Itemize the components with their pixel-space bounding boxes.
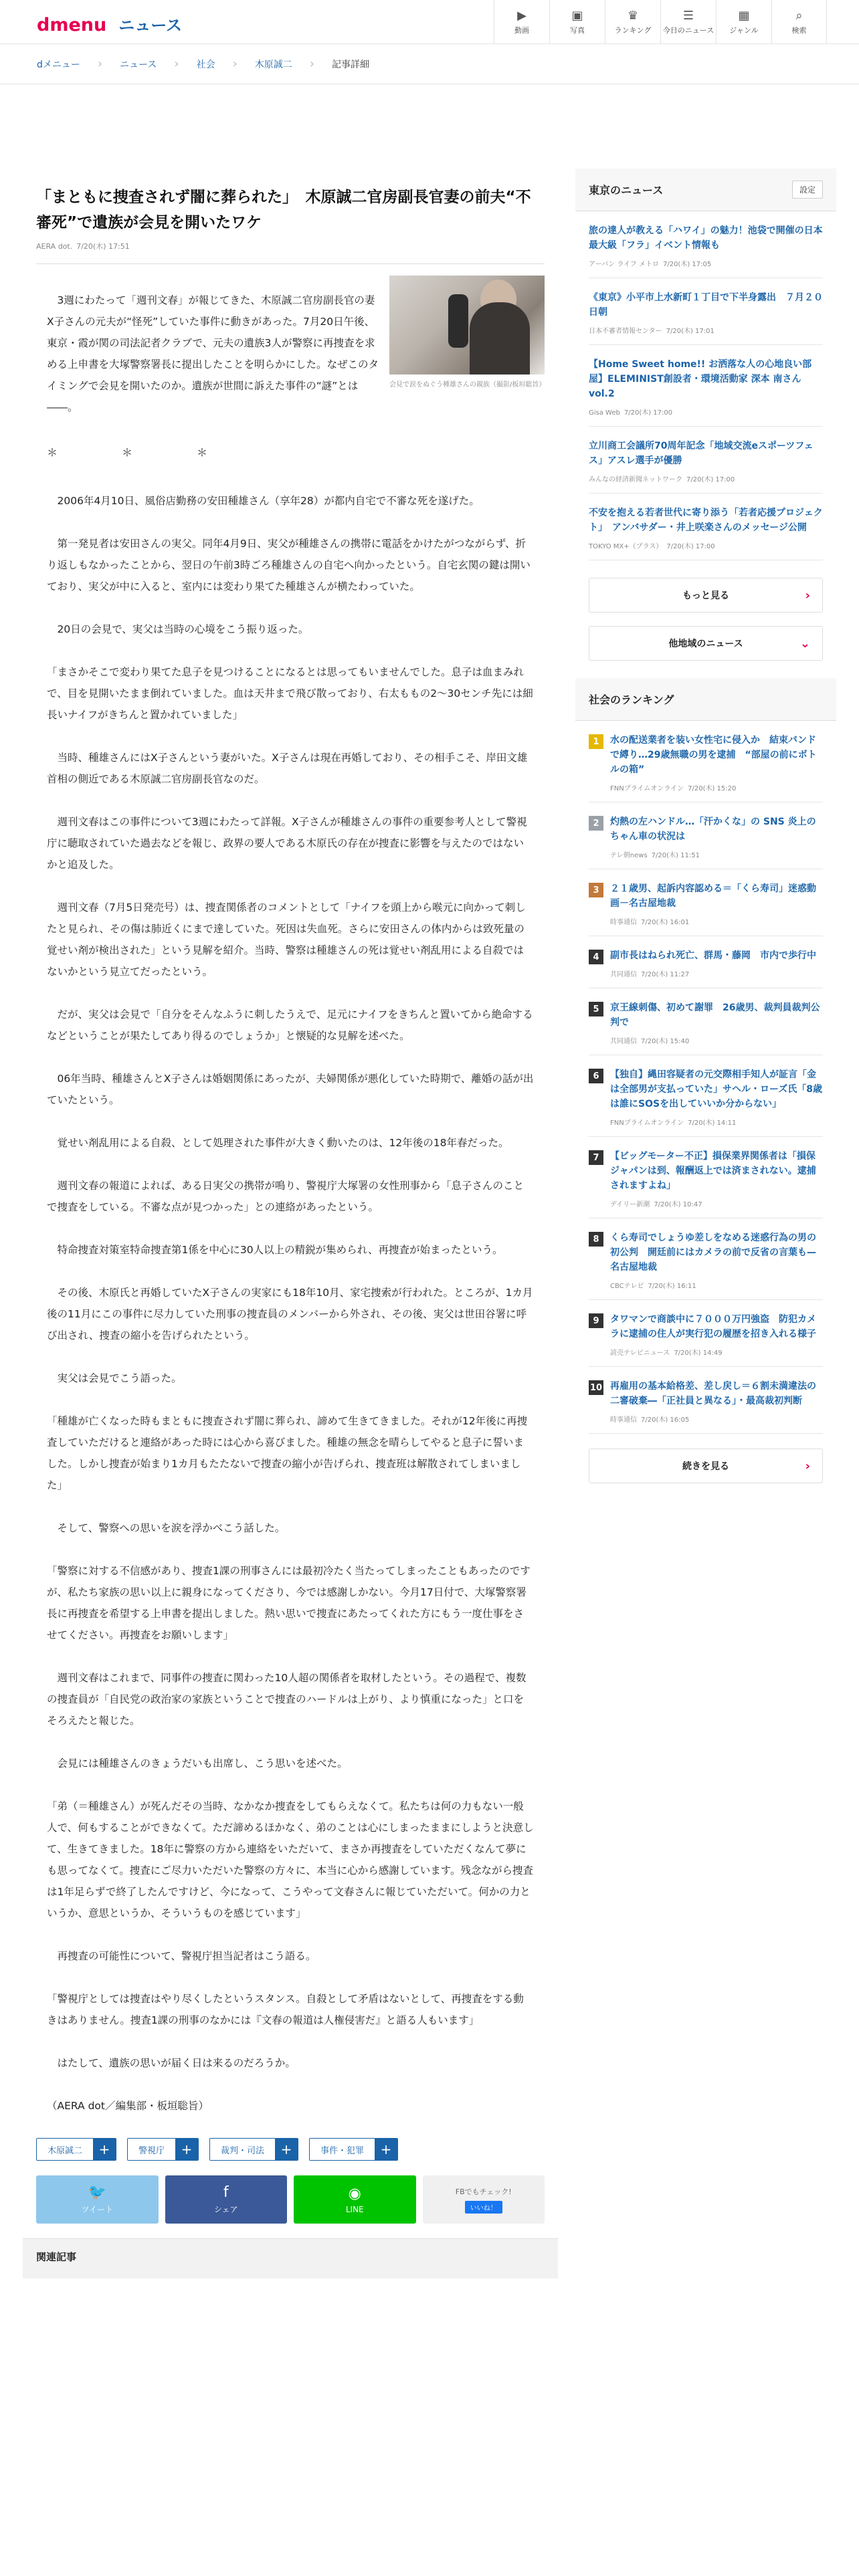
ranking-body xyxy=(610,1149,823,1208)
news-date: 7/20(木) 17:01 xyxy=(666,328,714,335)
article-paragraph: 再捜査の可能性について、警視庁担当記者はこう語る。 xyxy=(47,1950,316,1962)
news-title[interactable]: 旅の達人が教える「ハワイ」の魅力！池袋で開催の日本最大級「フラ」イベント情報も xyxy=(589,225,823,251)
article-date: 7/20(木) 17:51 xyxy=(76,242,130,251)
ranking-source-name: FNNプライムオンライン xyxy=(610,1119,684,1127)
article-paragraph: 第一発見者は安田さんの実父。同年4月9日、実父が種雄さんの携帯に電話をかけたがつながらず、折り返しもなかったことから、翌日の午前3時ごろ種雄さんの自宅へ向かったという。自宅玄関の鍵は開いており、実父が中に入ると、室内には変わり果てた種雄さんが横たわっていた。 xyxy=(47,538,531,593)
line-share-button[interactable]: ◉ LINE xyxy=(294,2175,416,2224)
plus-icon[interactable]: + xyxy=(275,2139,298,2160)
ranking-source xyxy=(610,916,823,926)
ranking-body xyxy=(610,1312,823,1357)
tokyo-news-title: 東京のニュース xyxy=(589,184,664,197)
ranking-source-name: 時事通信 xyxy=(610,919,637,926)
ranking-source xyxy=(610,1198,823,1208)
other-region-button[interactable]: 他地域のニュース ⌄ xyxy=(589,626,823,661)
tokyo-news-list xyxy=(575,211,836,560)
article-paragraph: 「弟（＝種雄さん）が死んだその当時、なかなか捜査をしてもらえなくて。私たちは何の力もない一般人で、何もすることができなくて。ただ諦めるほかなく、弟のことは心にしまったままにしようと決意して、生きてきました。18年に警察の方から連絡をいただいて、まさか再捜査をしていただくなんて夢にも思ってなくて。捜査にご尽力いただいた警察の方々に、本当に心から感謝しています。残念ながら捜査は1年足らずで終了したんですけど、今になって、こうやって文春さんに報じていただいて。何かの力というか、意思というか、そういうものを感じています」 xyxy=(47,1800,534,1919)
article-photo[interactable] xyxy=(389,276,545,391)
nav-label: 写真 xyxy=(570,26,585,35)
article-paragraph: 「まさかそこで変わり果てた息子を見つけることになるとは思ってもいませんでした。息子は血まみれで、目を見開いたまま倒れていました。血は天井まで飛び散っており、右太ももの2～30センチ先には細長いナイフがきちんと置かれていました」 xyxy=(47,666,533,721)
rank-badge: 10 xyxy=(589,1380,603,1395)
tag-label[interactable]: 事件・犯罪 xyxy=(310,2139,375,2160)
breadcrumb-item[interactable]: dメニュー xyxy=(37,59,80,70)
article-paragraph: 当時、種雄さんにはX子さんという妻がいた。X子さんは現在再婚しており、その相手こそ、岸田文雄首相の側近である木原誠二官房副長官なのだ。 xyxy=(47,752,528,785)
article-paragraph: そして、警察への思いを涙を浮かべこう話した。 xyxy=(47,1522,286,1534)
news-item[interactable] xyxy=(589,345,823,427)
fb-like-button[interactable]: いいね！ xyxy=(465,2201,502,2214)
news-date: 7/20(木) 17:05 xyxy=(662,261,712,268)
chevron-right-icon: › xyxy=(232,57,237,71)
chevron-right-icon: › xyxy=(174,57,179,71)
nav-label: ランキング xyxy=(614,26,652,35)
nav-label: 今日のニュース xyxy=(662,26,714,35)
breadcrumb-item[interactable]: 社会 xyxy=(196,59,215,70)
nav-photo[interactable] xyxy=(549,0,605,44)
article-paragraph: 20日の会見で、実父は当時の心境をこう振り返った。 xyxy=(47,623,309,635)
chevron-right-icon: › xyxy=(805,588,810,603)
news-item[interactable] xyxy=(589,278,823,345)
article-title: 「まともに捜査されず闇に葬られた」 木原誠二官房副長官妻の前夫“不審死”で遺族が会見を開いたワケ xyxy=(36,189,531,231)
ranking-date: 7/20(木) 16:01 xyxy=(641,919,690,926)
rank-badge: 1 xyxy=(589,734,603,749)
news-source xyxy=(589,325,823,335)
article-lead: 3週にわたって「週刊文春」が報じてきた、木原誠二官房副長官の妻X子さんの元夫が“怪死”していた事件に動きがあった。7月20日午後、東京・霞が関の司法記者クラブで、元夫の遺族3人が警察に再捜査を求める上申書を大塚警察署長に提出したことを明らかにした。なぜこのタイミングで会見を開いたのか。遺族が世間に訴えた事件の“謎”とは――。 xyxy=(47,294,379,413)
rank-badge: 8 xyxy=(589,1232,603,1247)
news-date: 7/20(木) 17:00 xyxy=(624,409,673,417)
article-meta xyxy=(36,241,545,251)
photo-icon: ▣ xyxy=(571,9,583,23)
news-source-name: TOKYO MX+（プラス） xyxy=(589,543,663,550)
chevron-right-icon: › xyxy=(309,57,315,71)
rank-badge: 5 xyxy=(589,1002,603,1016)
ranking-source xyxy=(610,1117,823,1127)
ranking-date: 7/20(木) 11:51 xyxy=(651,852,700,859)
site-header xyxy=(0,0,859,44)
news-date: 7/20(木) 17:00 xyxy=(686,476,735,484)
ranking-source-name: 共同通信 xyxy=(610,971,637,978)
article-paragraph: 週刊文春はこの事件について3週にわたって詳報。X子さんが種雄さんの事件の重要参考人として警視庁に聴取されていた過去などを報じ、政界の要人である木原氏の存在が捜査に影響を与えたのではないかと追及した。 xyxy=(47,816,527,871)
continue-button[interactable]: 続きを見る › xyxy=(589,1448,823,1483)
ranking-body xyxy=(610,948,816,978)
ranking-title[interactable]: くら寿司でしょうゆ差しをなめる迷惑行為の男の初公判 開廷前にはカメラの前で反省の言葉も—名古屋地裁 xyxy=(610,1232,816,1273)
microphone-icon xyxy=(448,294,468,348)
breadcrumb xyxy=(0,44,859,84)
ranking-date: 7/20(木) 15:20 xyxy=(688,785,737,792)
video-icon: ▶ xyxy=(517,9,527,23)
tweet-button[interactable]: 🐦 ツイート xyxy=(36,2175,159,2224)
article-column xyxy=(23,169,558,2278)
dmenu-logo[interactable] xyxy=(37,12,182,35)
news-source xyxy=(589,540,823,550)
article-paragraph: 「警視庁としては捜査はやり尽くしたというスタンス。自殺として矛盾はないとして、再捜査をする動きはありません。捜査1課の刑事のなかには『文春の報道は人権侵害だ』と語る人もいます」 xyxy=(47,1993,524,2026)
ranking-title[interactable]: 京王線刺傷、初めて謝罪 26歳男、裁判員裁判公判で xyxy=(610,1002,820,1028)
nav-search[interactable] xyxy=(771,0,827,44)
ranking-title[interactable]: 【独自】縄田容疑者の元交際相手知人が証言「金は全部男が支払っていた」サヘル・ローズ氏「8歳は誰にSOSを出していいか分からない」 xyxy=(610,1069,823,1109)
ranking-title: 社会のランキング xyxy=(589,693,674,706)
ranking-item[interactable] xyxy=(589,1367,823,1434)
rank-badge: 9 xyxy=(589,1313,603,1328)
ranking-source xyxy=(610,1280,823,1290)
tag-follow[interactable] xyxy=(309,2138,398,2161)
genre-icon: ▦ xyxy=(738,9,750,23)
article-paragraph: 06年当時、種雄さんとX子さんは婚姻関係にあったが、夫婦関係が悪化していた時期で、離婚の話が出ていたという。 xyxy=(47,1073,534,1106)
ranking-title[interactable]: ２１歳男、起訴内容認める＝「くら寿司」迷惑動画－名古屋地裁 xyxy=(610,883,816,909)
article-paragraph: 2006年4月10日、風俗店勤務の安田種雄さん（享年28）が都内自宅で不審な死を遂げた。 xyxy=(47,495,480,507)
ranking-date: 7/20(木) 16:05 xyxy=(641,1416,690,1424)
ranking-body xyxy=(610,1000,823,1045)
ranking-source xyxy=(610,782,823,792)
tag-follow[interactable] xyxy=(36,2138,116,2161)
ranking-source-name: 読売テレビニュース xyxy=(610,1350,670,1357)
facebook-like-box[interactable]: FBでもチェック! いいね！ xyxy=(423,2175,545,2224)
search-icon: ⌕ xyxy=(795,9,803,23)
tokyo-news-header xyxy=(575,169,836,211)
header-nav xyxy=(494,0,827,44)
rank-badge: 4 xyxy=(589,950,603,964)
ranking-source-name: FNNプライムオンライン xyxy=(610,785,684,792)
article-paragraph: （AERA dot／編集部・板垣聡旨） xyxy=(47,2100,209,2112)
article-paragraph: 会見には種雄さんのきょうだいも出席し、こう思いを述べた。 xyxy=(47,1757,348,1769)
ranking-item[interactable] xyxy=(589,869,823,936)
ranking-item[interactable] xyxy=(589,936,823,988)
ranking-source-name: デイリー新潮 xyxy=(610,1201,650,1208)
today-icon: ☰ xyxy=(682,9,694,23)
tag-label[interactable]: 裁判・司法 xyxy=(210,2139,275,2160)
article-paragraph: だが、実父は会見で「自分をそんなふうに刺したうえで、足元にナイフをきちんと置いてから絶命するなどということが果たしてあり得るのでしょうか」と懐疑的な見解を述べた。 xyxy=(47,1008,533,1042)
ranking-body xyxy=(610,1067,823,1127)
ranking-title[interactable]: タワマンで商談中に７０００万円強盗 防犯カメラに逮捕の住人が実行犯の履歴を招き入れる様子 xyxy=(610,1314,816,1339)
tag-label[interactable]: 木原誠二 xyxy=(37,2139,93,2160)
ranking-body xyxy=(610,733,823,792)
news-title[interactable]: 《東京》小平市上水新町１丁目で下半身露出 ７月２０日朝 xyxy=(589,292,823,318)
article-paragraph: 「種雄が亡くなった時もまともに捜査されず闇に葬られ、諦めて生きてきました。それが12年後に再捜査していただけると連絡があった時には心から喜びました。種雄の無念を晴らしてやると息子に誓いました。しかし捜査が始まり1カ月もたたないで捜査の縮小が告げられ、捜査班は解散されてしまいました」 xyxy=(47,1415,528,1491)
tag-label[interactable]: 警視庁 xyxy=(128,2139,175,2160)
plus-icon[interactable]: + xyxy=(175,2139,198,2160)
article-paragraph: 週刊文春（7月5日発売号）は、捜査関係者のコメントとして「ナイフを頭上から喉元に向かって刺したと見られ、その傷は肺近くにまで達していた。死因は失血死。さらに安田さんの体内からは致死量の覚せい剤が検出された」という見解を紹介。当時、警察は種雄さんの死は覚せい剤乱用による自殺ではないかという見立てだったという。 xyxy=(47,901,526,978)
plus-icon[interactable]: + xyxy=(93,2139,116,2160)
section-title: ニュース xyxy=(118,16,183,35)
ranking-date: 7/20(木) 16:11 xyxy=(648,1283,696,1290)
article-paragraph: 週刊文春はこれまで、同事件の捜査に関わった10人超の関係者を取材したという。その過程で、複数の捜査員が「自民党の政治家の家族ということで捜査のハードルは上がり、より慎重になった」と口をそろえたと報じた。 xyxy=(47,1672,527,1727)
ranking-body xyxy=(610,881,823,926)
logo-text: dmenu xyxy=(37,15,107,35)
share-bar xyxy=(23,2175,558,2224)
settings-button[interactable]: 設定 xyxy=(792,181,823,199)
breadcrumb-item: 記事詳細 xyxy=(332,59,370,70)
ranking-source-name: テレ朝news xyxy=(610,852,648,859)
section-separator: ＊ ＊ ＊ xyxy=(47,446,235,459)
article-body xyxy=(23,264,558,2117)
ranking-source xyxy=(610,1414,823,1424)
breadcrumb-item[interactable]: ニュース xyxy=(120,59,157,70)
news-title[interactable]: 立川商工会議所70周年記念「地域交流eスポーツフェス」アスレ選手が優勝 xyxy=(589,441,814,466)
ranking-item[interactable] xyxy=(589,1218,823,1300)
news-source xyxy=(589,258,823,268)
nav-label: 動画 xyxy=(514,26,529,35)
line-icon: ◉ xyxy=(348,2185,361,2202)
ranking-title[interactable]: 水の配送業者を装い女性宅に侵入か 結束バンドで縛り…29歳無職の男を逮捕 “部屋の前にボトルの箱” xyxy=(610,735,817,775)
ranking-item[interactable] xyxy=(589,721,823,802)
article-paragraph: 週刊文春の報道によれば、ある日実父の携帯が鳴り、警視庁大塚署の女性刑事から「息子さんのことで捜査をしている。不審な点が見つかった」との連絡があったという。 xyxy=(47,1180,524,1213)
chevron-right-icon: › xyxy=(805,1459,810,1473)
facebook-icon: f xyxy=(223,2184,229,2201)
rank-badge: 3 xyxy=(589,883,603,897)
rank-badge: 2 xyxy=(589,816,603,831)
news-source xyxy=(589,407,823,417)
tag-follow[interactable] xyxy=(209,2138,298,2161)
related-articles-heading: 関連記事 xyxy=(23,2238,558,2278)
ranking-body xyxy=(610,815,823,859)
article-paragraph: 実父は会見でこう語った。 xyxy=(47,1372,182,1384)
nav-today[interactable] xyxy=(660,0,716,44)
news-item[interactable] xyxy=(589,494,823,560)
ranking-source xyxy=(610,1035,823,1045)
ranking-title[interactable]: 再雇用の基本給格差、差し戻し＝６割未満違法の二審破棄―「正社員と異なる」・最高裁初判断 xyxy=(610,1381,816,1406)
nav-ranking[interactable] xyxy=(605,0,660,44)
rank-badge: 6 xyxy=(589,1069,603,1083)
article-paragraph: 「警察に対する不信感があり、捜査1課の刑事さんには最初冷たく当たってしまったこともあったのですが、私たち家族の思い以上に親身になってくださり、今では感謝しかない。今月17日付で、大塚警察署長に再捜査を希望する上申書を提出しました。熱い思いで捜査にあたってくれた方にもう一度仕事をさせてください。再捜査をお願いします」 xyxy=(47,1565,531,1641)
tag-list xyxy=(23,2138,558,2161)
ranking-item[interactable] xyxy=(589,1300,823,1367)
news-source-name: みんなの経済新聞ネットワーク xyxy=(589,476,682,484)
ranking-title[interactable]: 【ビッグモーター不正】損保業界関係者は「損保ジャパンは到、報酬返上では済まされない。逮捕されますよね」 xyxy=(610,1151,816,1191)
ranking-header xyxy=(575,678,836,721)
news-source-name: 日本不審者情報センター xyxy=(589,328,662,335)
more-button[interactable]: もっと見る › xyxy=(589,578,823,613)
nav-video[interactable] xyxy=(494,0,549,44)
news-title[interactable]: 【Home Sweet home!! お洒落な人の心地良い部屋】ELEMINIST創設者・環境活動家 深本 南さん vol.2 xyxy=(589,359,812,399)
plus-icon[interactable]: + xyxy=(375,2139,397,2160)
news-source xyxy=(589,473,823,484)
article-source: AERA dot. xyxy=(36,242,73,251)
ranking-item[interactable] xyxy=(589,1137,823,1218)
ranking-date: 7/20(木) 11:27 xyxy=(641,971,690,978)
ranking-source-name: 共同通信 xyxy=(610,1038,637,1045)
ranking-source-name: 時事通信 xyxy=(610,1416,637,1424)
ranking-date: 7/20(木) 10:47 xyxy=(654,1201,702,1208)
news-item[interactable] xyxy=(589,211,823,278)
article-paragraph: 特命捜査対策室特命捜査第1係を中心に30人以上の精鋭が集められ、再捜査が始まったという。 xyxy=(47,1244,503,1256)
photo-caption: 会見で涙をぬぐう種雄さんの親族（撮影/板垣聡旨） xyxy=(389,381,546,389)
article-paragraph: はたして、遺族の思いが届く日は来るのだろうか。 xyxy=(47,2057,296,2069)
nav-label: 検索 xyxy=(791,26,807,35)
article-paragraph: 覚せい剤乱用による自殺、として処理された事件が大きく動いたのは、12年後の18年春だった。 xyxy=(47,1137,509,1149)
article-paragraph: その後、木原氏と再婚していたX子さんの実家にも18年10月、家宅捜索が行われた。ところが、1カ月後の11月にこの事件に尽力していた刑事の捜査員のメンバーから外され、その後、実父は世田谷署に呼び出され、捜査の縮小を告げられたという。 xyxy=(47,1287,533,1341)
tag-follow[interactable] xyxy=(127,2138,199,2161)
news-date: 7/20(木) 17:00 xyxy=(666,543,715,550)
ranking-source-name: CBCテレビ xyxy=(610,1283,644,1290)
breadcrumb-item[interactable]: 木原誠二 xyxy=(254,59,292,70)
ranking-date: 7/20(木) 15:40 xyxy=(641,1038,690,1045)
news-item[interactable] xyxy=(589,427,823,494)
ranking-item[interactable] xyxy=(589,988,823,1055)
news-source-name: アーバン ライフ メトロ xyxy=(589,261,659,268)
news-source-name: Gisa Web xyxy=(589,409,620,417)
ranking-title[interactable]: 灼熱の左ハンドル…「汗かくな」の SNS 炎上のちゃん車の状況は xyxy=(610,817,816,842)
facebook-share-button[interactable]: f シェア xyxy=(165,2175,288,2224)
nav-genre[interactable] xyxy=(716,0,771,44)
chevron-down-icon: ⌄ xyxy=(799,636,810,651)
ranking-body xyxy=(610,1230,823,1290)
ranking-item[interactable] xyxy=(589,802,823,869)
ranking-source xyxy=(610,968,816,978)
ranking-source xyxy=(610,849,823,859)
news-title[interactable]: 不安を抱える若者世代に寄り添う「若者応援プロジェクト」 アンバサダー・井上咲楽さんのメッセージ公開 xyxy=(589,508,823,533)
chevron-right-icon: › xyxy=(97,57,103,71)
ranking-title[interactable]: 副市長はねられ死亡、群馬・藤岡 市内で歩行中 xyxy=(610,950,816,961)
ranking-list xyxy=(575,721,836,1434)
ranking-date: 7/20(木) 14:11 xyxy=(688,1119,737,1127)
photo-image[interactable] xyxy=(389,276,545,374)
ranking-date: 7/20(木) 14:49 xyxy=(674,1350,723,1357)
ranking-item[interactable] xyxy=(589,1055,823,1137)
ranking-body xyxy=(610,1379,823,1424)
ranking-icon: ♛ xyxy=(627,9,639,23)
ranking-source xyxy=(610,1347,823,1357)
nav-label: ジャンル xyxy=(729,26,759,35)
rank-badge: 7 xyxy=(589,1150,603,1165)
sidebar xyxy=(575,169,836,1483)
twitter-icon: 🐦 xyxy=(88,2184,106,2201)
